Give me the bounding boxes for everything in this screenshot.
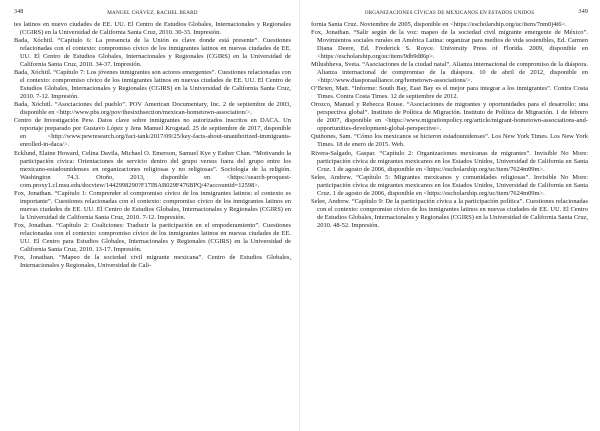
bibliography-entry: Fox, Jonathan. “Salir según de la voz: mapeo de la sociedad civil migrante emergente de México”. Movimientos sociales rurales en América Latina: organizar para medios de vida sostenibles, Ed. Carmen Diana Deere, Ed. Frederick S. Royce. University Press of Florida. 2009, disponible en <https://escholarship.org/uc/item/9db9d86p>. xyxy=(311,29,588,61)
bibliography-entry: Fox, Jonathan. “Capítulo 2: Coaliciones: Traducir la participación en el empoderamiento”. Cuestiones relacionadas con el contexto: compromiso cívico de los inmigrantes latinos en nuevas ciudades de EE. UU. El Centro para Estudios Globales, Internacionales y Regionales (CGIRS) en la Universidad de California Santa Cruz, 2010. 13-17. Impresión. xyxy=(14,221,291,253)
bibliography-entry: Selee, Andrew. “Capítulo 5: Migrantes mexicanos y comunidades religiosas”. Invisible No More: participación cívica de migrantes mexicanos en los Estados Unidos, Universidad de California en Santa Cruz. 1 de agosto de 2006, disponible en <https://escholarship.org/uc/item/7624m09m>. xyxy=(311,173,588,197)
bibliography-entry: Ecklund, Elaine Howard, Celina Davila, Michael O. Emerson, Samuel Kye y Esther Chan. “Motivando la participación cívica: Orientaciones de servicio dentro del grupo versus fuera del grupo entre los mexicano-estadounidenses en organizaciones religiosas y no religiosas”. Sociología de la religión. Washington 74.3. Otoño, 2013, disponible en <https://search-proquest-com.proxy1.cl.msu.edu/docview/1442998290?F17IBAB029F476BPQ/4?accountid=12598>. xyxy=(14,149,291,189)
bibliography-entry: Centro de Investigación Pew. Datos clave sobre inmigrantes no autorizados inscritos en DACA. Un reportaje preparado por Gustavo López y Jens Manuel Krogstad. 25 de septiembre de 2017, disponible en <http://www.pewresearch.org/fact-tank/2017/09/25/key-facts-about-unauthorized-immigrants-enrolled-in-daca/>. xyxy=(14,117,291,149)
left-running-head: MANUEL CHÁVEZ, RACHEL BEARD xyxy=(107,9,198,16)
right-page-number: 349 xyxy=(578,9,588,15)
bibliography-entry: Bada, Xóchitl. “Capítulo 7: Los jóvenes inmigrantes son actores emergentes”. Cuestiones relacionadas con el contexto: compromiso cívico de los inmigrantes latinos en nuevas ciudades de EE. UU. El Centro de Estudios Globales, Internacionales y Regionales (CGIRS) en la Universidad de California Santa Cruz, 2010. 7-12. Impresión. xyxy=(14,69,291,101)
bibliography-entry: Bada, Xóchitl. “Capítulo 6: La presencia de la Unión es clave donde está presente”. Cuestiones relacionadas con el contexto: compromiso cívico de los inmigrantes latinos en nuevas ciudades de EE. UU. El Centro de Estudios Globales, Internacionales y Regionales (CGIRS) en la Universidad de California Santa Cruz, 2010. 34-37. Impresión. xyxy=(14,37,291,69)
right-running-head: ORGANIZACIONES CÍVICAS DE MEXICANOS EN ESTADOS UNIDOS xyxy=(364,9,535,16)
bibliography-entry: Rivera-Salgado, Gaspar. “Capítulo 2: Organizaciones mexicanas de migrantes”. Invisible No More: participación cívica de migrantes mexicanos en los Estados Unidos, Universidad de California en Santa Cruz. 1 de agosto de 2006, disponible en <https://escholarship.org/uc/item/7624m09m>. xyxy=(311,149,588,173)
bibliography-entry: Orozco, Manuel y Rebecca Rouse. “Asociaciones de migrantes y oportunidades para el desarrollo: una perspectiva global”. Instituto de Política de Migración. Instituto de Política de Migración. 1 de febrero de 2007, disponible en <https://www.migrationpolicy.org/article/migrant-hometown-associations-and-opportunities-development-global-perspective>. xyxy=(311,101,588,133)
bibliography-entry: Fox, Jonathan. “Capítulo 1: Comprender el compromiso cívico de los inmigrantes latinos: el contexto es importante”. Cuestiones relacionadas con el contexto: compromiso cívico de los inmigrantes latinos en nuevas ciudades de EE. UU. El Centro de Estudios Globales, Internacionales y Regionales (CGIRS) en la Universidad de California Santa Cruz, 2010. 7-12. Impresión. xyxy=(14,189,291,221)
bibliography-entry: tes latinos en nuevo ciudades de EE. UU. El Centro de Estudios Globales, Internacionales y Regionales (CGIRS) en la Universidad de California Santa Cruz, 2010. 30-33. Impresión. xyxy=(14,21,291,37)
right-page xyxy=(300,0,600,431)
left-bibliography xyxy=(14,21,291,270)
left-page-header xyxy=(14,9,291,21)
bibliography-entry: O’Brien, Matt. “Informe: South Bay, East Bay es el mejor para integrar a los inmigrantes”. Contra Costa Times. Contra Costa Times. 12 de septiembre de 2012. xyxy=(311,85,588,101)
left-page-number: 348 xyxy=(14,9,24,15)
bibliography-entry: Selee, Andrew. “Capítulo 9: De la participación cívica a la participación política”. Cuestiones relacionadas con el contexto: compromiso cívico de los inmigrantes latinos en nuevas ciudades de EE. UU. El Centro de Estudios Globales, Internacionales y Regionales (CGIRS) en la Universidad de California Santa Cruz, 2010. 48-52. Impresión. xyxy=(311,197,588,229)
right-bibliography xyxy=(311,21,588,230)
bibliography-entry: fornia Santa Cruz. Noviembre de 2005, disponible en <https://escholarship.org/uc/item/7nm0j4t6>. xyxy=(311,21,567,28)
right-page-header xyxy=(311,9,588,21)
bibliography-entry: Bada, Xóchitl. “Asociaciones del pueblo”. POV American Documentary, Inc. 2 de septiembre de 2003, disponible en <http://www.pbs.org/pov/thesixthsection/mexican-hometown-association/>. xyxy=(14,101,291,117)
bibliography-entry: Quiñones, Sam. “Cómo los mexicanos se hicieron estadounidenses”. Los New York Times. Los New York Times. 18 de enero de 2015. Web. xyxy=(311,133,588,149)
bibliography-entry: Fox, Jonathan. “Mapeo de la sociedad civil migrante mexicana”. Centro de Estudios Globales, Internacionales y Regionales, Universidad de Cali- xyxy=(14,253,291,269)
bibliography-entry: Milushheva, Sveta. “Asociaciones de la ciudad natal”. Alianza internacional de compromiso de la diáspora. Alianza internacional de compromiso de la diáspora. 10 de abril de 2012, disponible en <http://www.diasporaalliance.org/hometown-associations/>. xyxy=(311,61,588,85)
